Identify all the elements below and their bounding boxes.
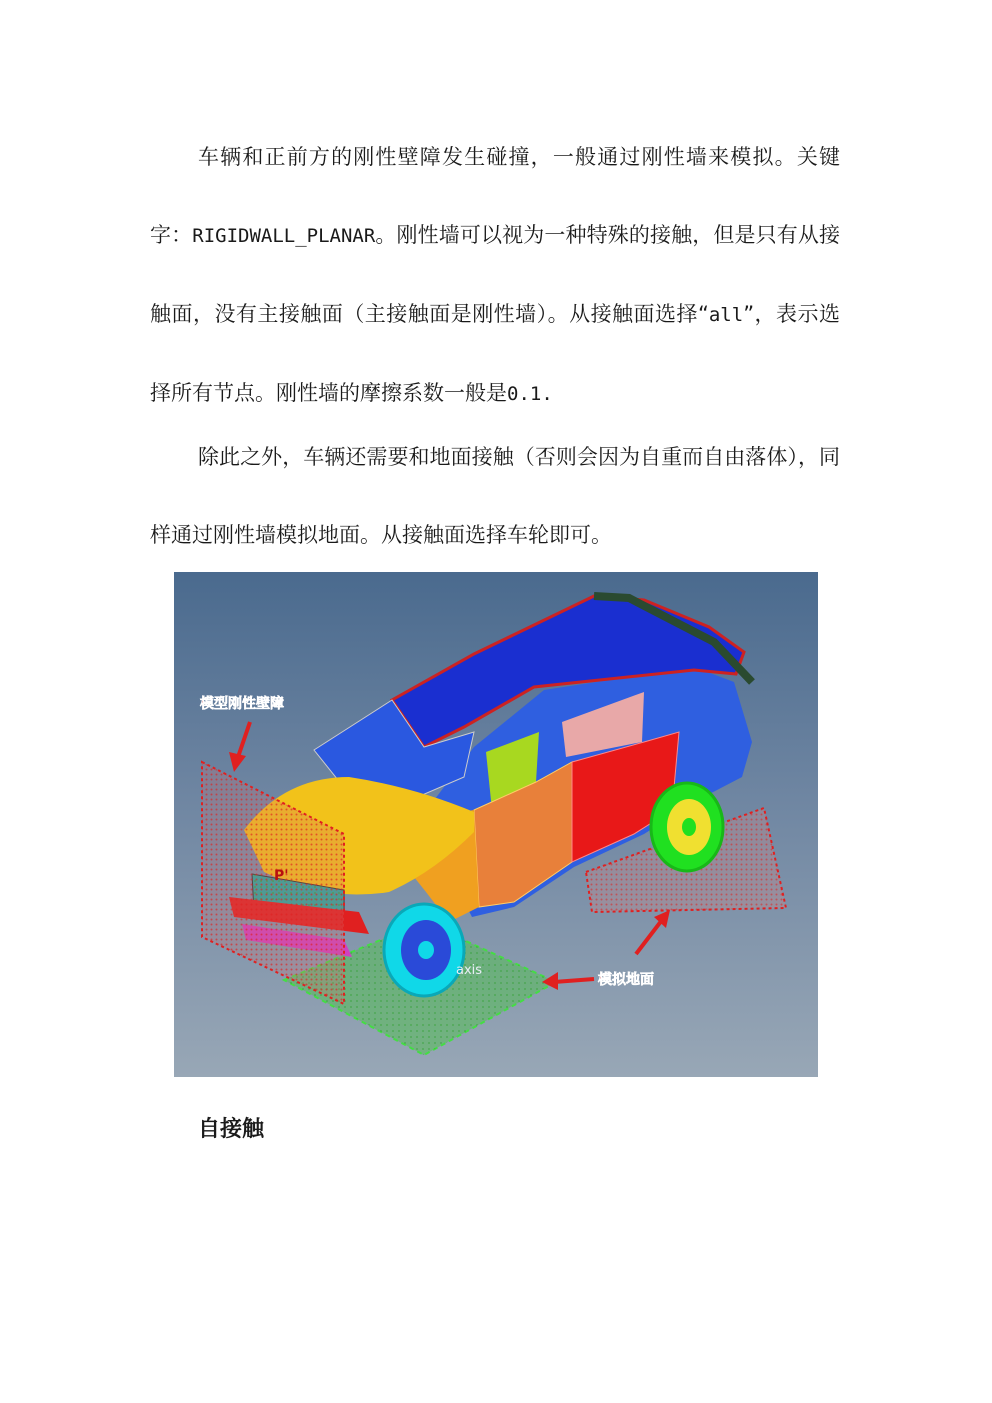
section-heading: 自接触 (198, 1117, 265, 1142)
friction-value: 0.1. (507, 383, 553, 405)
all-token: all (708, 304, 744, 326)
point-label: P' (274, 868, 289, 884)
keyword-code: RIGIDWALL_PLANAR (192, 225, 376, 247)
arrow-to-wall (229, 722, 250, 772)
arrow-to-rear-ground (636, 910, 670, 954)
text-after-keyword: 。刚性墙可以视为一种特殊的接触，但是只有从接触面，没有主接触面（主接触面是刚性墙）。从接触面选择“ (150, 223, 841, 326)
rear-wheel (651, 783, 723, 871)
car-model-figure (174, 572, 818, 1077)
axis-label: axis (456, 963, 483, 978)
text-after-all: ”，表示选择所有节点。刚性墙的摩擦系数一般是 (150, 302, 840, 405)
paragraph-ground (150, 418, 840, 574)
front-wheel (384, 904, 464, 996)
text-line1: 车辆和正前方的刚性壁障发生碰撞，一般通过刚性墙来模拟。 (198, 145, 797, 169)
paragraph-rigidwall (150, 118, 840, 433)
label-ground: 模拟地面 (598, 972, 654, 988)
text-keyword-prefix: 关键字： (150, 145, 841, 247)
arrow-to-ground (542, 972, 594, 990)
text-ground: 除此之外，车辆还需要和地面接触（否则会因为自重而自由落体），同样通过刚性墙模拟地面。从接触面选择车轮即可。 (150, 445, 840, 547)
car-illustration (174, 572, 818, 1077)
label-rigid-wall: 模型刚性壁障 (200, 696, 284, 712)
